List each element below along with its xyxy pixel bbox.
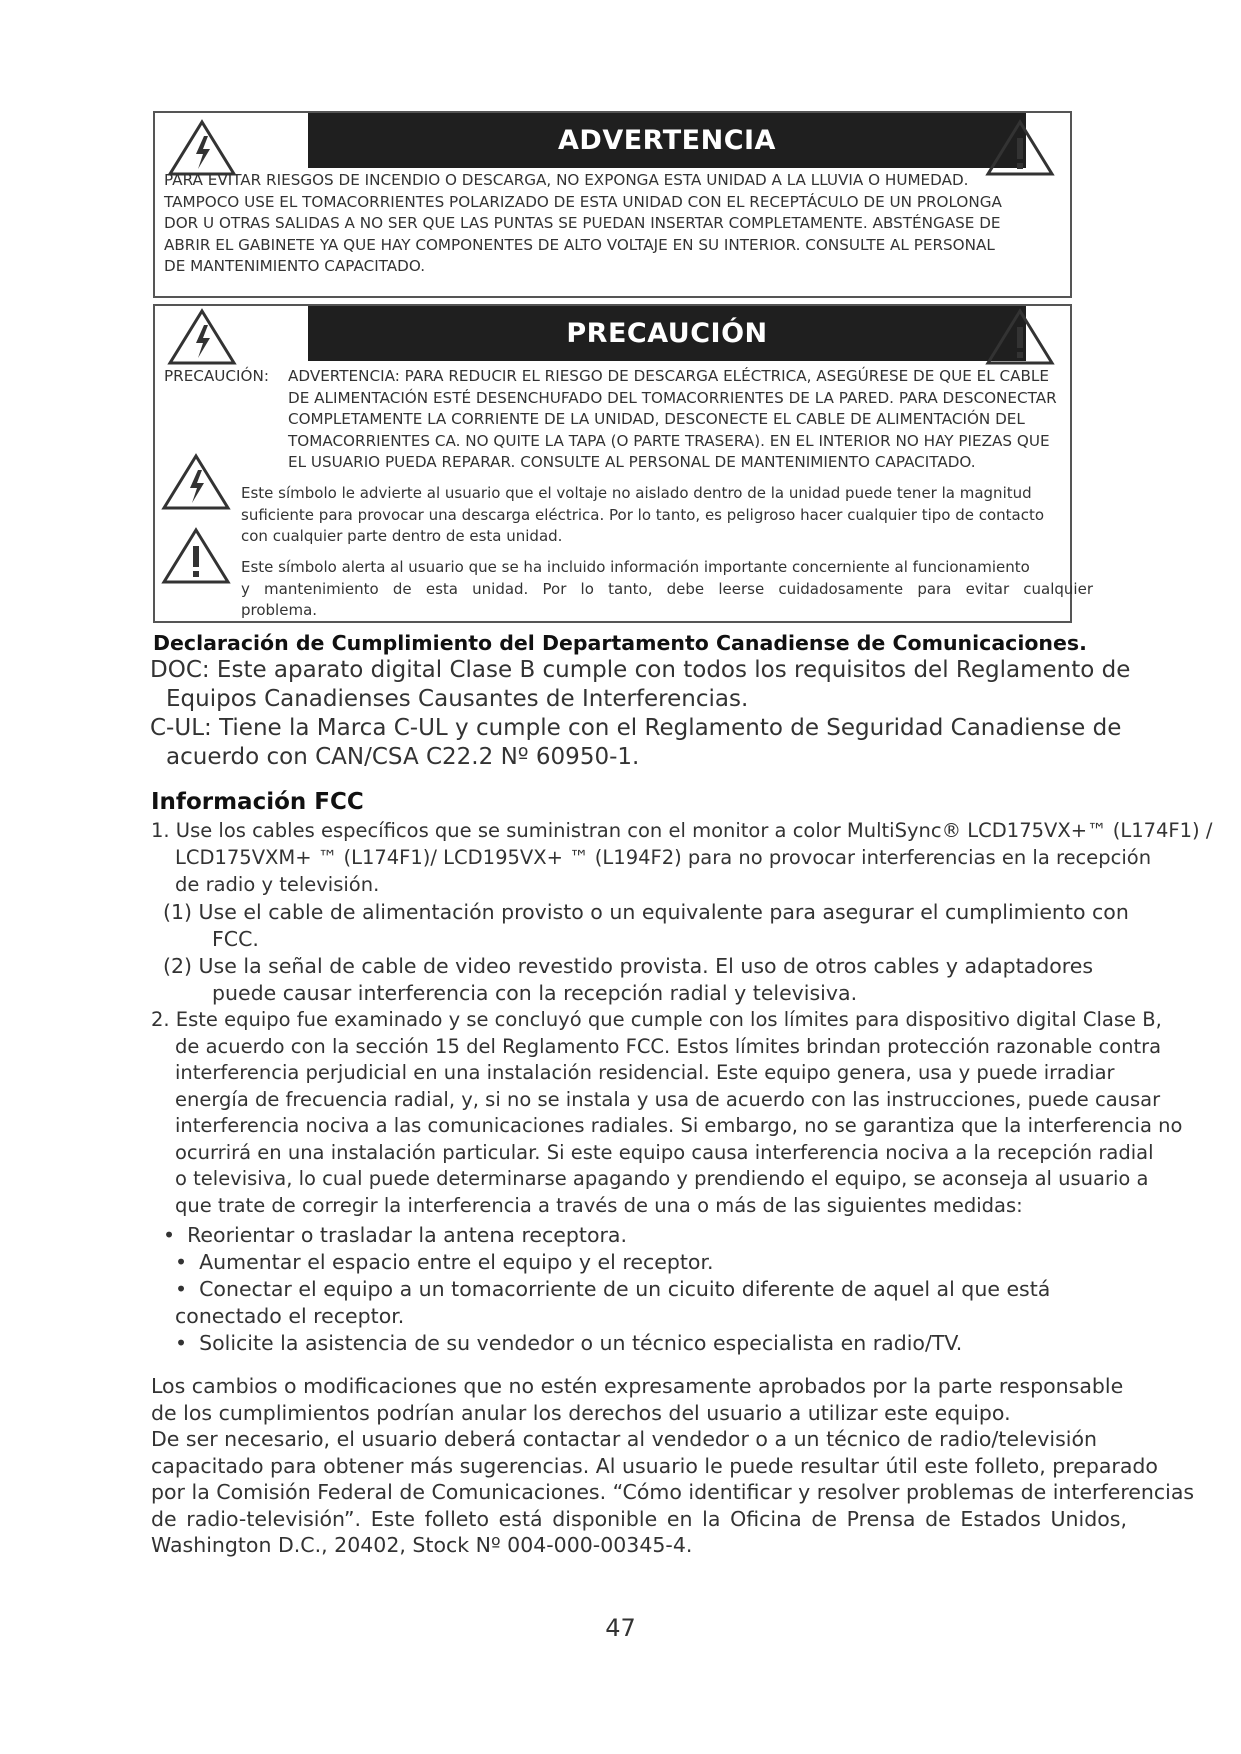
fcc-item1-line: de radio y televisión. (175, 873, 380, 896)
symbol1-line: con cualquier parte dentro de esta unidad. (241, 527, 563, 545)
fcc-item2-line: ocurrirá en una instalación particular. Si este equipo causa interferencia nociva a la recepción radial (175, 1140, 1154, 1164)
precaucion-banner (308, 306, 1026, 361)
fcc-closing (151, 1373, 1195, 1559)
fcc-closing-line: de radio-televisión”. Este folleto está disponible en la Oficina de Prensa de Estados Unidos, (151, 1506, 1127, 1531)
lightning-warning-icon (167, 119, 237, 177)
fcc-item2-line: interferencia nociva a las comunicaciones radiales. Si embargo, no se garantiza que la interferencia no (175, 1114, 1183, 1137)
canada-doc-line: DOC: Este aparato digital Clase B cumple con todos los requisitos del Reglamento de (150, 657, 1131, 683)
precaucion-title: PRECAUCIÓN (566, 318, 768, 349)
fcc-bullet-continuation: conectado el receptor. (175, 1304, 405, 1328)
advertencia-line: DE MANTENIMIENTO CAPACITADO. (164, 257, 426, 275)
fcc-item2-line: o televisiva, lo cual puede determinarse apagando y prendiendo el equipo, se aconseja al usuario a (175, 1167, 1149, 1190)
fcc-closing-line: Washington D.C., 20402, Stock Nº 004-000-00345-4. (151, 1533, 693, 1557)
canada-heading: Declaración de Cumplimiento del Departamento Canadiense de Comunicaciones. (153, 631, 1087, 655)
advertencia-box (153, 111, 1072, 298)
fcc-bullet: • Solicite la asistencia de su vendedor o un técnico especialista en radio/TV. (163, 1330, 1050, 1357)
fcc-sub2-line: (2) Use la señal de cable de video revestido provista. El uso de otros cables y adaptadores (163, 954, 1094, 978)
page-number: 47 (605, 1614, 636, 1642)
canada-doc-line: Equipos Canadienses Causantes de Interferencias. (166, 686, 749, 712)
symbol1-line: Este símbolo le advierte al usuario que el voltaje no aislado dentro de la unidad puede tener la magnitud (241, 484, 1032, 502)
advertencia-line: TAMPOCO USE EL TOMACORRIENTES POLARIZADO DE ESTA UNIDAD CON EL RECEPTÁCULO DE UN PROLONGA (164, 192, 1002, 211)
fcc-item2-line: de acuerdo con la sección 15 del Reglamento FCC. Estos límites brindan protección razonable contra (175, 1034, 1162, 1058)
symbol1-text (241, 483, 1091, 548)
symbol2-text (241, 557, 1093, 622)
exclamation-warning-icon (985, 119, 1055, 177)
advertencia-line: PARA EVITAR RIESGOS DE INCENDIO O DESCARGA, NO EXPONGA ESTA UNIDAD A LA LLUVIA O HUMEDAD. (164, 171, 969, 189)
fcc-closing-line: por la Comisión Federal de Comunicaciones. “Cómo identificar y resolver problemas de interferencias (151, 1480, 1195, 1504)
fcc-item2-line: 2. Este equipo fue examinado y se concluyó que cumple con los límites para dispositivo digital Clase B, (151, 1008, 1162, 1031)
advertencia-line: ABRIR EL GABINETE YA QUE HAY COMPONENTES DE ALTO VOLTAJE EN SU INTERIOR. CONSULTE AL PERSONAL (164, 235, 995, 254)
advertencia-title: ADVERTENCIA (558, 125, 776, 156)
canada-cul-line: acuerdo con CAN/CSA C22.2 Nº 60950-1. (166, 744, 640, 770)
fcc-item2-line: energía de frecuencia radial, y, si no se instala y usa de acuerdo con las instrucciones, puede causar (175, 1087, 1161, 1111)
canada-cul (150, 714, 1121, 772)
fcc-closing-line: de los cumplimientos podrían anular los derechos del usuario a utilizar este equipo. (151, 1400, 1011, 1425)
advertencia-text (164, 170, 1002, 278)
symbol2-line: Este símbolo alerta al usuario que se ha incluido información importante concerniente al funcionamiento (241, 558, 1030, 576)
fcc-item1 (151, 817, 1212, 898)
fcc-sub1 (163, 899, 1129, 953)
precaucion-line: COMPLETAMENTE LA CORRIENTE DE LA UNIDAD, DESCONECTE EL CABLE DE ALIMENTACIÓN DEL (288, 410, 1025, 428)
fcc-sub2 (163, 953, 1093, 1007)
canada-cul-line: C-UL: Tiene la Marca C-UL y cumple con el Reglamento de Seguridad Canadiense de (150, 715, 1122, 741)
symbol1-line: suficiente para provocar una descarga eléctrica. Por lo tanto, es peligroso hacer cualquier tipo de contacto (241, 505, 1045, 524)
fcc-closing-line: Los cambios o modificaciones que no estén expresamente aprobados por la parte responsable (151, 1374, 1124, 1398)
precaucion-line: EL USUARIO PUEDA REPARAR. CONSULTE AL PERSONAL DE MANTENIMIENTO CAPACITADO. (288, 453, 976, 471)
precaucion-line: DE ALIMENTACIÓN ESTÉ DESENCHUFADO DEL TOMACORRIENTES DE LA PARED. PARA DESCONECTAR (288, 388, 1057, 407)
advertencia-line: DOR U OTRAS SALIDAS A NO SER QUE LAS PUNTAS SE PUEDAN INSERTAR COMPLETAMENTE. ABSTÉNGASE DE (164, 214, 1001, 232)
fcc-heading: Información FCC (151, 789, 364, 815)
fcc-bullet: • Aumentar el espacio entre el equipo y el receptor. (163, 1249, 1050, 1276)
precaucion-line: TOMACORRIENTES CA. NO QUITE LA TAPA (O PARTE TRASERA). EN EL INTERIOR NO HAY PIEZAS QUE (288, 431, 1050, 450)
precaucion-label: PRECAUCIÓN: (164, 367, 269, 385)
lightning-symbol-icon (161, 453, 231, 511)
fcc-item2-line: que trate de corregir la interferencia a través de una o más de las siguientes medidas: (175, 1193, 1023, 1217)
symbol2-line: y mantenimiento de esta unidad. Por lo tanto, debe leerse cuidadosamente para evitar cualquier (241, 579, 1093, 598)
fcc-closing-line: capacitado para obtener más sugerencias. Al usuario le puede resultar útil este folleto, preparado (151, 1453, 1158, 1478)
fcc-sub1-line: FCC. (212, 927, 259, 951)
lightning-warning-icon (167, 308, 237, 366)
fcc-item2-line: interferencia perjudicial en una instalación residencial. Este equipo genera, usa y puede irradiar (175, 1061, 1115, 1084)
fcc-sub2-line: puede causar interferencia con la recepción radial y televisiva. (212, 981, 858, 1005)
exclamation-warning-icon (985, 308, 1055, 366)
fcc-bullets (163, 1222, 1050, 1357)
fcc-bullet: • Conectar el equipo a un tomacorriente de un cicuito diferente de aquel al que está (163, 1276, 1050, 1303)
canada-doc (150, 656, 1130, 714)
advertencia-banner (308, 113, 1026, 168)
precaucion-text (288, 366, 1057, 474)
exclamation-symbol-icon (161, 527, 231, 585)
fcc-closing-line: De ser necesario, el usuario deberá contactar al vendedor o a un técnico de radio/televisión (151, 1427, 1097, 1451)
precaucion-box (153, 304, 1093, 623)
precaucion-line: ADVERTENCIA: PARA REDUCIR EL RIESGO DE DESCARGA ELÉCTRICA, ASEGÚRESE DE QUE EL CABLE (288, 367, 1049, 385)
symbol2-line: problema. (241, 601, 318, 619)
fcc-sub1-line: (1) Use el cable de alimentación provisto o un equivalente para asegurar el cumplimiento con (163, 900, 1129, 924)
fcc-bullet: • Reorientar o trasladar la antena receptora. (163, 1222, 1050, 1249)
fcc-item2 (151, 1007, 1182, 1219)
fcc-item1-line: LCD175VXM+ ™ (L174F1)/ LCD195VX+ ™ (L194F2) para no provocar interferencias en la recepción (175, 846, 1152, 869)
fcc-item1-line: 1. Use los cables específicos que se suministran con el monitor a color MultiSync® LCD175VX+™ (L174F1) / (151, 819, 1213, 842)
